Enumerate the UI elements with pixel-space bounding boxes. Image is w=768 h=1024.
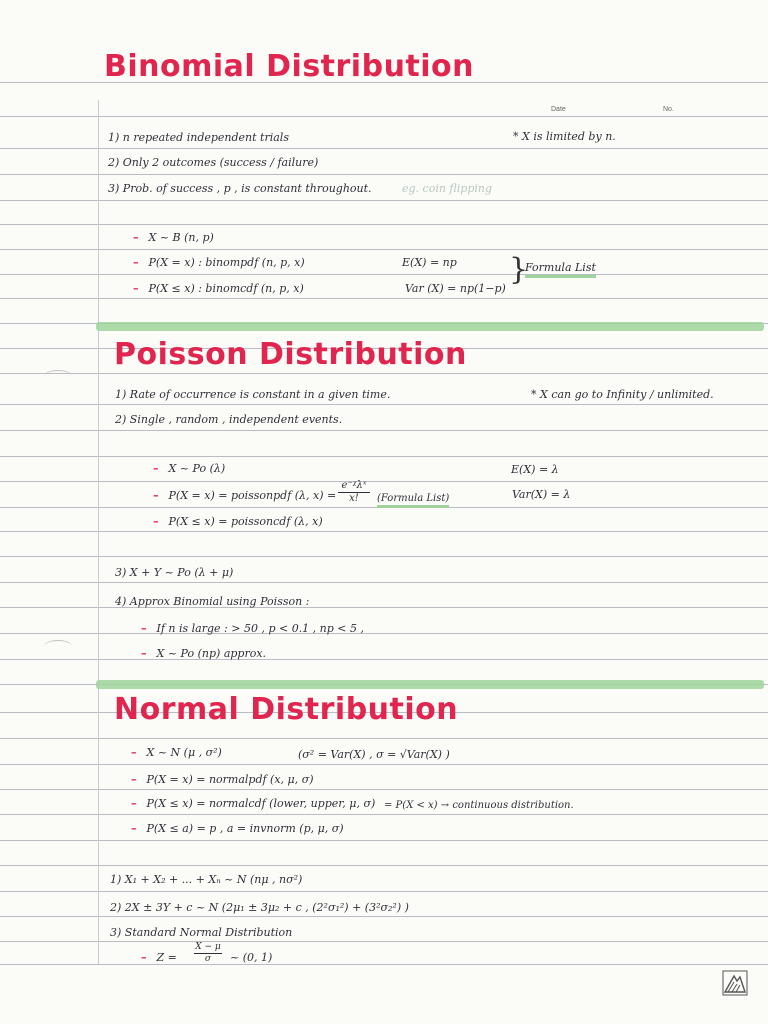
normal-cdf: P(X ≤ x) = normalcdf (lower, upper, μ, σ) bbox=[146, 797, 376, 810]
brand-logo-icon bbox=[722, 970, 748, 996]
rule-line bbox=[0, 916, 768, 917]
normal-continuous-note: = P(X < x) → continuous distribution. bbox=[384, 800, 574, 811]
poisson-approx-heading: 4) Approx Binomial using Poisson : bbox=[115, 595, 310, 608]
poisson-approx-line-2: – X ~ Po (np) approx. bbox=[141, 647, 267, 660]
z-denominator: σ bbox=[204, 954, 212, 964]
normal-pdf: P(X = x) = normalpdf (x, μ, σ) bbox=[146, 773, 314, 786]
normal-title: Normal Distribution bbox=[114, 692, 459, 727]
binomial-condition-2: 2) Only 2 outcomes (success / failure) bbox=[108, 156, 319, 169]
poisson-formula-list-text: (Formula List) bbox=[377, 493, 449, 508]
binomial-line-3: – P(X ≤ x) : binomcdf (n, p, x) bbox=[133, 282, 304, 295]
rule-line bbox=[0, 456, 768, 457]
poisson-expectation: E(X) = λ bbox=[511, 463, 559, 476]
binomial-expectation: E(X) = np bbox=[402, 256, 457, 269]
normal-dist: X ~ N (μ , σ²) bbox=[146, 746, 222, 759]
poisson-line-1: – X ~ Po (λ) bbox=[153, 462, 226, 475]
poisson-formula-list-ref bbox=[377, 492, 449, 506]
section-highlight bbox=[96, 322, 764, 331]
rule-line bbox=[0, 840, 768, 841]
rule-line bbox=[0, 764, 768, 765]
poisson-pmf-fraction bbox=[338, 480, 370, 505]
binomial-cdf: P(X ≤ x) : binomcdf (n, p, x) bbox=[148, 282, 304, 295]
poisson-title: Poisson Distribution bbox=[114, 337, 467, 372]
rule-line bbox=[0, 200, 768, 201]
formula-list-label bbox=[525, 261, 596, 275]
brace-icon: } bbox=[509, 252, 529, 287]
rule-line bbox=[0, 116, 768, 117]
binomial-variance: Var (X) = np(1−p) bbox=[405, 282, 506, 295]
poisson-note: * X can go to Infinity / unlimited. bbox=[531, 388, 714, 401]
poisson-dist: X ~ Po (λ) bbox=[168, 462, 226, 475]
binomial-pdf: P(X = x) : binompdf (n, p, x) bbox=[148, 256, 305, 269]
poisson-condition-1: 1) Rate of occurrence is constant in a given time. bbox=[115, 388, 391, 401]
binomial-title: Binomial Distribution bbox=[104, 49, 475, 84]
binder-hole bbox=[44, 370, 72, 383]
rule-line bbox=[0, 274, 768, 275]
poisson-variance: Var(X) = λ bbox=[512, 488, 571, 501]
normal-line-2: – P(X = x) = normalpdf (x, μ, σ) bbox=[131, 773, 314, 786]
poisson-line-2: – P(X = x) = poissonpdf (λ, x) = bbox=[153, 489, 337, 502]
z-numerator: X − μ bbox=[195, 942, 221, 952]
rule-line bbox=[0, 298, 768, 299]
normal-line-3: – P(X ≤ x) = normalcdf (lower, upper, μ, σ) bbox=[131, 797, 376, 810]
rule-line bbox=[0, 531, 768, 532]
normal-sum-line-3: 3) Standard Normal Distribution bbox=[110, 926, 293, 939]
normal-sum-line-1: 1) X₁ + X₂ + ... + Xₙ ~ N (nμ , nσ²) bbox=[110, 873, 303, 886]
rule-line bbox=[0, 174, 768, 175]
rule-line bbox=[0, 430, 768, 431]
binomial-dist: X ~ B (n, p) bbox=[148, 231, 214, 244]
z-fraction bbox=[194, 942, 222, 965]
poisson-approx-line-1: – If n is large : > 50 , p < 0.1 , np < 5 , bbox=[141, 622, 365, 635]
binomial-example: eg. coin flipping bbox=[402, 182, 493, 195]
section-highlight bbox=[96, 680, 764, 689]
z-lhs: Z = bbox=[156, 951, 177, 964]
normal-line-1: – X ~ N (μ , σ²) bbox=[131, 746, 222, 759]
normal-invnorm: P(X ≤ a) = p , a = invnorm (p, μ, σ) bbox=[146, 822, 344, 835]
rule-line bbox=[0, 249, 768, 250]
normal-line-4: – P(X ≤ a) = p , a = invnorm (p, μ, σ) bbox=[131, 822, 344, 835]
binomial-condition-3: 3) Prob. of success , p , is constant throughout. bbox=[108, 182, 372, 195]
rule-line bbox=[0, 224, 768, 225]
poisson-line-3: – P(X ≤ x) = poissoncdf (λ, x) bbox=[153, 515, 323, 528]
poisson-cdf: P(X ≤ x) = poissoncdf (λ, x) bbox=[168, 515, 323, 528]
rule-line bbox=[0, 481, 768, 482]
normal-sum-line-2: 2) 2X ± 3Y + c ~ N (2μ₁ ± 3μ₂ + c , (2²σ₁²) + (3²σ₂²) ) bbox=[110, 901, 409, 914]
binomial-note: * X is limited by n. bbox=[513, 130, 616, 143]
binomial-line-1: – X ~ B (n, p) bbox=[133, 231, 214, 244]
date-label: Date bbox=[551, 106, 566, 113]
rule-line bbox=[0, 148, 768, 149]
formula-list-text: Formula List bbox=[525, 261, 596, 278]
approx-condition: If n is large : > 50 , p < 0.1 , np < 5 , bbox=[156, 622, 365, 635]
pmf-denominator: x! bbox=[349, 493, 359, 504]
z-score-line: – Z = bbox=[141, 951, 177, 964]
binder-hole bbox=[44, 640, 72, 653]
rule-line bbox=[0, 373, 768, 374]
rule-line bbox=[0, 865, 768, 866]
rule-line bbox=[0, 789, 768, 790]
rule-line bbox=[0, 582, 768, 583]
rule-line bbox=[0, 964, 768, 965]
rule-line bbox=[0, 941, 768, 942]
rule-line bbox=[0, 633, 768, 634]
normal-variance-note: (σ² = Var(X) , σ = √Var(X) ) bbox=[298, 748, 450, 761]
poisson-condition-2: 2) Single , random , independent events. bbox=[115, 413, 343, 426]
poisson-sum-rule: 3) X + Y ~ Po (λ + μ) bbox=[115, 566, 234, 579]
poisson-pdf: P(X = x) = poissonpdf (λ, x) = bbox=[168, 489, 337, 502]
margin-line bbox=[98, 100, 99, 964]
rule-line bbox=[0, 814, 768, 815]
z-rhs: ~ (0, 1) bbox=[230, 951, 273, 964]
rule-line bbox=[0, 738, 768, 739]
binomial-line-2: – P(X = x) : binompdf (n, p, x) bbox=[133, 256, 305, 269]
approx-result: X ~ Po (np) approx. bbox=[156, 647, 267, 660]
rule-line bbox=[0, 891, 768, 892]
rule-line bbox=[0, 556, 768, 557]
number-label: No. bbox=[663, 106, 674, 113]
rule-line bbox=[0, 659, 768, 660]
binomial-condition-1: 1) n repeated independent trials bbox=[108, 131, 289, 144]
rule-line bbox=[0, 404, 768, 405]
pmf-numerator: e⁻ᵡλˣ bbox=[338, 480, 370, 493]
